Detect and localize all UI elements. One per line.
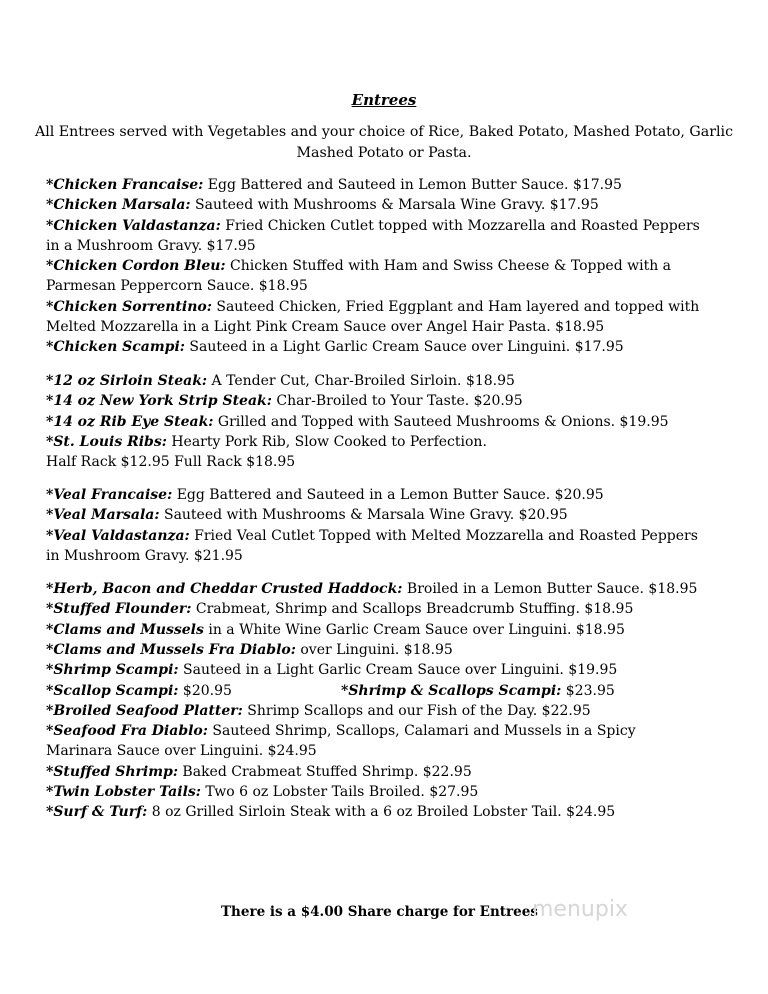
share-charge-note: There is a $4.00 Share charge for Entrees xyxy=(221,904,538,920)
menu-item-desc: Two 6 oz Lobster Tails Broiled. $27.95 xyxy=(200,783,479,800)
menu-item-desc: Egg Battered and Sauteed in Lemon Butter Sauce. $17.95 xyxy=(203,177,622,193)
beef-section xyxy=(46,371,746,472)
menu-item-line xyxy=(46,762,746,782)
menu-item-name: *Broiled Seafood Platter: xyxy=(46,702,243,719)
menu-item-line xyxy=(46,599,746,619)
menu-item-name: *Chicken Francaise: xyxy=(46,177,204,193)
menu-item-name: *Herb, Bacon and Cheddar Crusted Haddock: xyxy=(46,581,403,597)
menu-item xyxy=(46,526,746,567)
menu-item-desc: Sauteed with Mushrooms & Marsala Wine Gravy. $20.95 xyxy=(159,507,568,524)
scampi-pair-row xyxy=(46,681,746,701)
menu-item xyxy=(46,432,746,473)
menu-item xyxy=(46,195,746,215)
menu-item xyxy=(46,599,746,619)
menu-item-desc: Char-Broiled to Your Taste. $20.95 xyxy=(271,393,523,410)
menu-item-desc: Sauteed with Mushrooms & Marsala Wine Gravy. $17.95 xyxy=(190,197,599,214)
menu-item-line xyxy=(46,505,746,525)
menu-item-desc: Fried Veal Cutlet Topped with Melted Mozzarella and Roasted Peppers xyxy=(189,527,698,544)
menu-item-line xyxy=(46,175,746,195)
menu-item xyxy=(46,802,746,822)
menu-item xyxy=(46,337,746,357)
scallop-scampi-item xyxy=(46,683,232,699)
menu-item xyxy=(46,701,746,721)
menu-item-line xyxy=(46,701,746,721)
shrimp-scallops-scampi-item xyxy=(341,681,615,701)
menu-item-desc: Sauteed Chicken, Fried Eggplant and Ham layered and topped with xyxy=(211,298,700,315)
menu-item xyxy=(46,216,746,257)
menu-item-desc: Chicken Stuffed with Ham and Swiss Cheese & Topped with a xyxy=(225,258,672,275)
menu-item-name: *Clams and Mussels xyxy=(46,621,204,638)
menu-item xyxy=(46,297,746,338)
menu-item-name: *Veal Valdastanza: xyxy=(46,527,190,544)
menu-item-line xyxy=(46,782,746,802)
menu-item-name: *Chicken Scampi: xyxy=(46,339,185,356)
menu-item-name: *Surf & Turf: xyxy=(46,804,148,821)
menu-item-desc: Hearty Pork Rib, Slow Cooked to Perfection. xyxy=(166,433,487,450)
menu-item-line xyxy=(46,412,746,432)
menu-item-line xyxy=(46,297,746,317)
menu-item-name: *Veal Francaise: xyxy=(46,487,173,503)
veal-section xyxy=(46,485,746,566)
seafood-section xyxy=(46,579,746,680)
menu-item-line xyxy=(46,721,746,741)
menu-item-desc: in a White Wine Garlic Cream Sauce over Linguini. $18.95 xyxy=(203,621,625,638)
menu-item-name: *Chicken Marsala: xyxy=(46,197,191,214)
menu-item-desc: Grilled and Topped with Sauteed Mushrooms & Onions. $19.95 xyxy=(213,413,669,430)
menu-item-line xyxy=(46,432,746,452)
menu-item-line xyxy=(46,640,746,660)
menu-item-line xyxy=(46,579,746,599)
menu-item-desc: Broiled in a Lemon Butter Sauce. $18.95 xyxy=(402,581,698,597)
menu-item xyxy=(46,485,746,505)
menu-item xyxy=(46,175,746,195)
menu-item-name: *Scallop Scampi: xyxy=(46,682,179,699)
menu-item-name: *Chicken Valdastanza: xyxy=(46,217,221,234)
menu-item-line xyxy=(46,485,746,505)
menu-item-desc: Egg Battered and Sauteed in a Lemon Butter Sauce. $20.95 xyxy=(172,487,604,503)
chicken-section xyxy=(46,175,746,358)
menu-item-name: *Chicken Cordon Bleu: xyxy=(46,258,226,275)
menu-item xyxy=(46,256,746,297)
menu-item xyxy=(46,782,746,802)
menu-item-line xyxy=(46,660,746,680)
menu-item xyxy=(46,579,746,599)
menu-item-desc-continued: Parmesan Peppercorn Sauce. $18.95 xyxy=(46,278,308,295)
menu-item-desc: Crabmeat, Shrimp and Scallops Breadcrumb Stuffing. $18.95 xyxy=(191,601,634,618)
menu-item xyxy=(46,762,746,782)
menu-item xyxy=(46,660,746,680)
menu-item-desc: Sauteed in a Light Garlic Cream Sauce over Linguini. $19.95 xyxy=(178,662,618,679)
menu-item-desc: $20.95 xyxy=(178,682,232,699)
menu-item-name: *Stuffed Flounder: xyxy=(46,601,192,618)
menu-item-desc-continued: Melted Mozzarella in a Light Pink Cream Sauce over Angel Hair Pasta. $18.95 xyxy=(46,319,605,336)
menu-item-line xyxy=(46,371,746,391)
menu-item-line xyxy=(46,802,746,822)
menu-item xyxy=(46,412,746,432)
menu-item xyxy=(46,505,746,525)
menu-item-line xyxy=(46,216,746,236)
menu-item-desc: Fried Chicken Cutlet topped with Mozzarella and Roasted Peppers xyxy=(220,217,700,234)
menu-item-name: *Shrimp & Scallops Scampi: xyxy=(341,682,562,699)
menu-item xyxy=(46,640,746,660)
menu-item-desc: Sauteed Shrimp, Scallops, Calamari and Mussels in a Spicy xyxy=(207,723,636,740)
menu-item-desc-continued: Marinara Sauce over Linguini. $24.95 xyxy=(46,743,317,760)
menu-item-desc: $23.95 xyxy=(561,682,615,699)
menu-item-name: *14 oz New York Strip Steak: xyxy=(46,393,272,410)
watermark-logo: menupix xyxy=(532,897,628,922)
menu-item xyxy=(46,391,746,411)
menu-item-name: *Twin Lobster Tails: xyxy=(46,783,201,800)
menu-item-desc-continued: Half Rack $12.95 Full Rack $18.95 xyxy=(46,454,296,471)
menu-item-line xyxy=(46,337,746,357)
entrees-intro: All Entrees served with Vegetables and your choice of Rice, Baked Potato, Mashed Potato, Garlic Mashed Potato or Pasta. xyxy=(34,124,734,161)
menu-item-desc-continued: in a Mushroom Gravy. $17.95 xyxy=(46,237,256,254)
menu-item-desc-continued: in Mushroom Gravy. $21.95 xyxy=(46,547,243,564)
menu-item xyxy=(46,721,746,762)
menu-item-line xyxy=(46,256,746,276)
menu-item-name: *14 oz Rib Eye Steak: xyxy=(46,413,214,430)
menu-item-name: *Chicken Sorrentino: xyxy=(46,298,212,315)
menu-item-desc: A Tender Cut, Char-Broiled Sirloin. $18.95 xyxy=(207,373,515,389)
seafood-section-continued xyxy=(46,701,746,823)
menu-item xyxy=(46,371,746,391)
menu-item-line xyxy=(46,391,746,411)
page-title: Entrees xyxy=(351,91,417,109)
menu-item xyxy=(46,620,746,640)
menu-item-name: *Seafood Fra Diablo: xyxy=(46,723,208,740)
menu-item-name: *St. Louis Ribs: xyxy=(46,433,167,450)
menu-item-name: *Veal Marsala: xyxy=(46,507,160,524)
menu-item-desc: 8 oz Grilled Sirloin Steak with a 6 oz Broiled Lobster Tail. $24.95 xyxy=(147,804,616,821)
menu-item-line xyxy=(46,620,746,640)
menu-item-desc: Shrimp Scallops and our Fish of the Day. $22.95 xyxy=(242,702,591,719)
menu-item-name: *Stuffed Shrimp: xyxy=(46,763,178,780)
menu-item-name: *Clams and Mussels Fra Diablo: xyxy=(46,641,296,658)
menu-item-desc: Baked Crabmeat Stuffed Shrimp. $22.95 xyxy=(177,763,472,780)
menu-item-desc: Sauteed in a Light Garlic Cream Sauce over Linguini. $17.95 xyxy=(184,339,624,356)
menu-item-line xyxy=(46,195,746,215)
menu-item-name: *Shrimp Scampi: xyxy=(46,662,179,679)
menu-item-name: *12 oz Sirloin Steak: xyxy=(46,373,208,389)
menu-item-desc: over Linguini. $18.95 xyxy=(295,641,453,658)
menu-item-line xyxy=(46,526,746,546)
